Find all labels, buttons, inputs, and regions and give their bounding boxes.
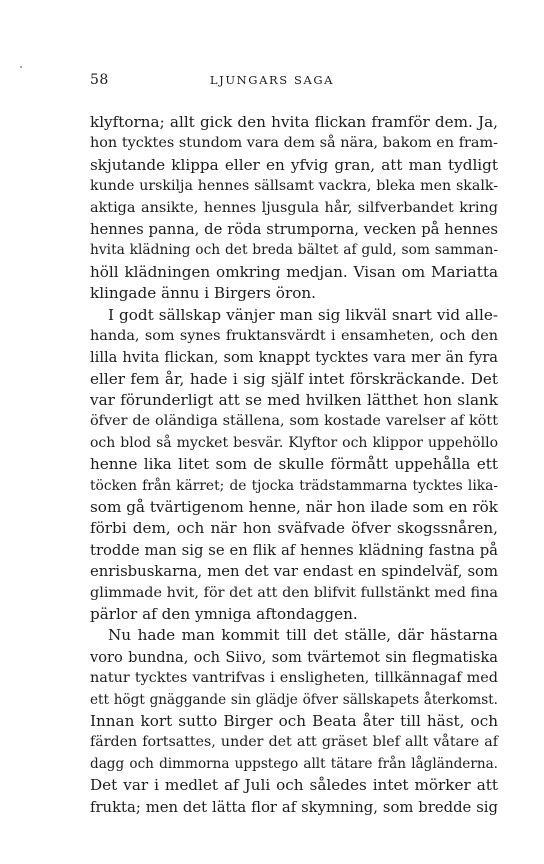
page-number: 58 bbox=[90, 72, 109, 88]
text-line: höll klädningen omkring medjan. Visan om Mariatta bbox=[90, 262, 498, 281]
text-line: I godt sällskap vänjer man sig likväl snart vid alle- bbox=[108, 305, 498, 324]
text-line: eller fem år, hade i sig själf intet förskräckande. Det bbox=[90, 369, 498, 388]
text-line: kunde urskilja hennes sällsamt vackra, bleka men skalk- bbox=[90, 178, 498, 195]
text-line: hon tycktes stundom vara dem så nära, bakom en fram- bbox=[90, 135, 498, 152]
text-line: ett högt gnäggande sin glädje öfver sällskapets återkomst. bbox=[90, 691, 498, 708]
text-line: pärlor af den ymniga aftondaggen. bbox=[90, 604, 358, 623]
paragraph bbox=[90, 625, 498, 818]
margin-speck bbox=[20, 66, 22, 68]
text-line: frukta; men det lätta flor af skymning, som bredde sig bbox=[90, 798, 498, 816]
text-line: dagg och dimmorna uppstego allt tätare från lågländerna. bbox=[90, 755, 498, 772]
text-line: förbi dem, och när hon sväfvade öfver skogssnåren, bbox=[90, 519, 498, 538]
text-line: som gå tvärtigenom henne, när hon ilade som en rök bbox=[90, 498, 498, 517]
text-line: skjutande klippa eller en yfvig gran, att man tydligt bbox=[90, 155, 498, 174]
running-title: LJUNGARS SAGA bbox=[209, 73, 335, 87]
text-line: enrisbuskarna, men det var endast en spindelväf, som bbox=[90, 563, 498, 581]
text-line: klingade ännu i Birgers öron. bbox=[90, 284, 316, 303]
text-line: Innan kort sutto Birger och Beata åter till häst, och bbox=[90, 711, 498, 730]
text-line: glimmade hvit, för det att den blifvit fullstänkt med fina bbox=[90, 584, 498, 601]
text-line: lilla hvita flickan, som knappt tycktes vara mer än fyra bbox=[90, 349, 498, 367]
text-line: öfver de oländiga ställena, som kostade varelser af kött bbox=[90, 413, 498, 430]
text-line: handa, som synes fruktansvärdt i ensamheten, och den bbox=[90, 327, 498, 344]
paragraph bbox=[90, 305, 498, 626]
body-text bbox=[90, 112, 498, 818]
text-line: hvita klädning och det breda bältet af guld, som samman- bbox=[90, 242, 498, 259]
text-line: färden fortsattes, under det att gräset blef allt våtare af bbox=[90, 734, 498, 751]
text-line: aktiga ansikte, hennes ljusgula hår, silfverbandet kring bbox=[90, 199, 498, 216]
text-line: töcken från kärret; de tjocka trädstammarna tycktes lika- bbox=[90, 477, 498, 494]
text-line: natur tycktes vantrifvas i ensligheten, tillkännagaf med bbox=[90, 670, 498, 687]
text-line: voro bundna, och Siivo, som tvärtemot sin flegmatiska bbox=[90, 648, 498, 666]
running-head bbox=[0, 70, 544, 90]
text-line: trodde man sig se en flik af hennes klädning fastna på bbox=[90, 541, 498, 559]
text-line: klyftorna; allt gick den hvita flickan framför dem. Ja, bbox=[90, 113, 498, 131]
text-line: Det var i medlet af Juli och således intet mörker att bbox=[90, 776, 498, 795]
text-line: hennes panna, de röda strumporna, vecken på hennes bbox=[90, 220, 498, 238]
paragraph bbox=[90, 112, 498, 305]
text-line: Nu hade man kommit till det ställe, där hästarna bbox=[108, 626, 498, 645]
text-line: var förunderligt att se med hvilken lätthet hon slank bbox=[90, 391, 498, 410]
text-line: och blod så mycket besvär. Klyftor och klippor uppehöllo bbox=[90, 434, 498, 451]
text-line: henne lika litet som de skulle förmått uppehålla ett bbox=[90, 455, 498, 474]
